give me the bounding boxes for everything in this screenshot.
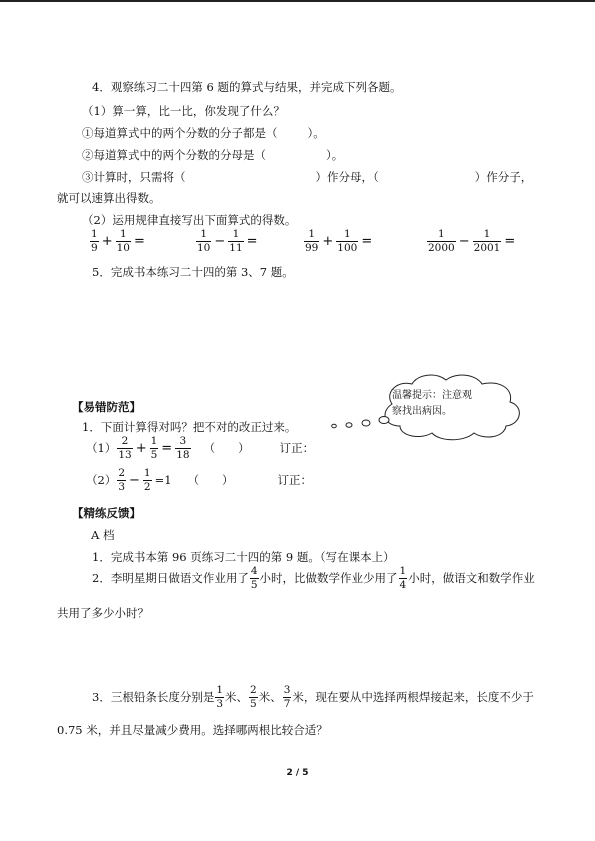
numerator: 4 <box>250 565 258 577</box>
practice-q1: 1．完成书本第 96 页练习二十四的第 9 题。（写在课本上） <box>92 550 395 564</box>
denominator: 99 <box>305 241 319 254</box>
numerator: 1 <box>438 228 445 240</box>
fraction <box>150 436 159 460</box>
q4-intro: 4．观察练习二十四第 6 题的算式与结果，并完成下列各题。 <box>92 80 402 94</box>
q4-line3-end: ）作分子， <box>474 170 533 184</box>
denominator: 5 <box>150 448 158 461</box>
fraction <box>196 229 211 253</box>
practice-q3-continuation: 0.75 米，并且尽量减少费用。选择哪两根比较合适？ <box>57 723 328 737</box>
fraction <box>117 436 132 460</box>
denominator: 11 <box>229 241 243 254</box>
q4-line3-mid: ）作分母，（ <box>315 170 379 184</box>
practice-q3 <box>92 685 534 709</box>
hint-cloud <box>300 370 545 442</box>
denominator: 3 <box>118 480 126 493</box>
q4-line1-end: ）。 <box>307 126 325 140</box>
numerator: 1 <box>119 228 127 240</box>
cloud-hint-text: 温馨提示：注意观察找出病因。 <box>392 390 472 417</box>
fraction <box>283 685 292 709</box>
expression-3 <box>303 229 374 253</box>
denominator: 13 <box>118 448 132 461</box>
error-instruction: 1．下面计算得对吗？把不对的改正过来。 <box>82 420 297 434</box>
q2-text-b: 小时，比做数学作业少用了 <box>259 571 398 585</box>
fraction <box>143 468 152 492</box>
practice-q2 <box>92 566 535 590</box>
fraction <box>228 229 243 253</box>
fraction <box>175 436 190 460</box>
fraction <box>90 229 99 253</box>
expression-1 <box>89 229 147 253</box>
expression-4 <box>426 229 517 253</box>
error-item-1 <box>86 436 314 460</box>
denominator: 100 <box>337 241 358 254</box>
q4-line3-continuation: 就可以速算出得数。 <box>57 191 161 205</box>
denominator: 9 <box>91 241 98 254</box>
numerator: 1 <box>150 435 158 447</box>
fraction <box>473 229 502 253</box>
operator: − <box>458 233 470 249</box>
fraction <box>215 685 224 709</box>
denominator: 5 <box>250 578 258 591</box>
numerator: 1 <box>232 228 240 240</box>
error-item-1-label: （1） <box>86 441 117 455</box>
denominator: 10 <box>197 241 211 254</box>
denominator: 2000 <box>428 241 455 254</box>
numerator: 1 <box>399 565 407 577</box>
q3-unit-2: 米、 <box>258 690 282 704</box>
fraction <box>399 566 408 590</box>
denominator: 2001 <box>473 241 501 254</box>
operator: − <box>129 472 140 488</box>
operator: = <box>504 233 516 249</box>
q4-line1-text: ①每道算式中的两个分数的分子都是（ <box>82 126 278 140</box>
numerator: 1 <box>91 228 98 240</box>
numerator: 2 <box>250 684 257 696</box>
numerator: 3 <box>283 684 291 696</box>
q4-line2 <box>82 147 343 163</box>
q4-part1-title: （1）算一算，比一比，你发现了什么？ <box>82 104 285 118</box>
error-item-2-label: （2） <box>86 473 117 487</box>
numerator: 1 <box>216 684 224 696</box>
practice-level: A 档 <box>91 528 115 542</box>
q3-text-a: 3．三根铅条长度分别是 <box>92 690 215 704</box>
q4-line2-text: ②每道算式中的两个分数的分母是（ <box>82 148 266 162</box>
operator: = <box>246 233 258 249</box>
top-border-line <box>0 0 595 2</box>
q3-text-b: 米，现在要从中选择两根焊接起来，长度不少于 <box>292 690 534 704</box>
practice-section-title: 【精练反馈】 <box>72 506 141 520</box>
error-item-2-correction: 订正： <box>277 473 313 487</box>
operator: =1 <box>154 473 172 487</box>
denominator: 5 <box>250 697 257 710</box>
denominator: 4 <box>399 578 407 591</box>
fraction <box>250 566 259 590</box>
error-item-2-judgement: （ ） <box>187 473 234 487</box>
operator: + <box>322 233 334 249</box>
error-item-2 <box>86 468 312 492</box>
numerator: 1 <box>308 228 316 240</box>
q4-line2-end: ）。 <box>326 148 344 162</box>
fraction <box>427 229 456 253</box>
operator: − <box>214 233 226 249</box>
fraction <box>304 229 319 253</box>
operator: + <box>101 233 113 249</box>
q2-text-a: 2．李明星期日做语文作业用了 <box>92 571 249 585</box>
q5-text: 5．完成书本练习二十四的第 3、7 题。 <box>92 265 294 279</box>
numerator: 1 <box>143 467 151 479</box>
error-section-title: 【易错防范】 <box>72 400 141 414</box>
error-item-1-judgement: （ ） <box>203 441 250 455</box>
operator: = <box>361 233 373 249</box>
denominator: 3 <box>216 697 224 710</box>
q3-unit-1: 米、 <box>225 690 249 704</box>
fraction <box>117 468 126 492</box>
numerator: 2 <box>121 435 129 447</box>
operator: + <box>135 440 147 456</box>
q4-line3 <box>82 169 532 185</box>
expression-2 <box>195 229 260 253</box>
error-item-1-correction: 订正： <box>279 441 315 455</box>
page-number: 2 / 5 <box>286 768 309 778</box>
fraction <box>116 229 131 253</box>
q4-line1 <box>82 125 325 141</box>
denominator: 7 <box>283 697 291 710</box>
numerator: 1 <box>483 228 491 240</box>
operator: = <box>161 440 173 456</box>
practice-q2-continuation: 共用了多少小时？ <box>57 606 149 620</box>
q4-part2-title: （2）运用规律直接写出下面算式的得数。 <box>82 213 297 227</box>
q4-line3-text: ③计算时，只需将（ <box>82 170 186 184</box>
numerator: 3 <box>179 435 187 447</box>
fraction <box>336 229 358 253</box>
numerator: 1 <box>200 228 208 240</box>
denominator: 10 <box>116 241 130 254</box>
q2-text-c: 小时，做语文和数学作业 <box>408 571 535 585</box>
fraction <box>249 685 258 709</box>
numerator: 2 <box>118 467 126 479</box>
numerator: 1 <box>343 228 351 240</box>
denominator: 18 <box>176 448 190 461</box>
denominator: 2 <box>143 480 151 493</box>
operator: = <box>133 233 145 249</box>
